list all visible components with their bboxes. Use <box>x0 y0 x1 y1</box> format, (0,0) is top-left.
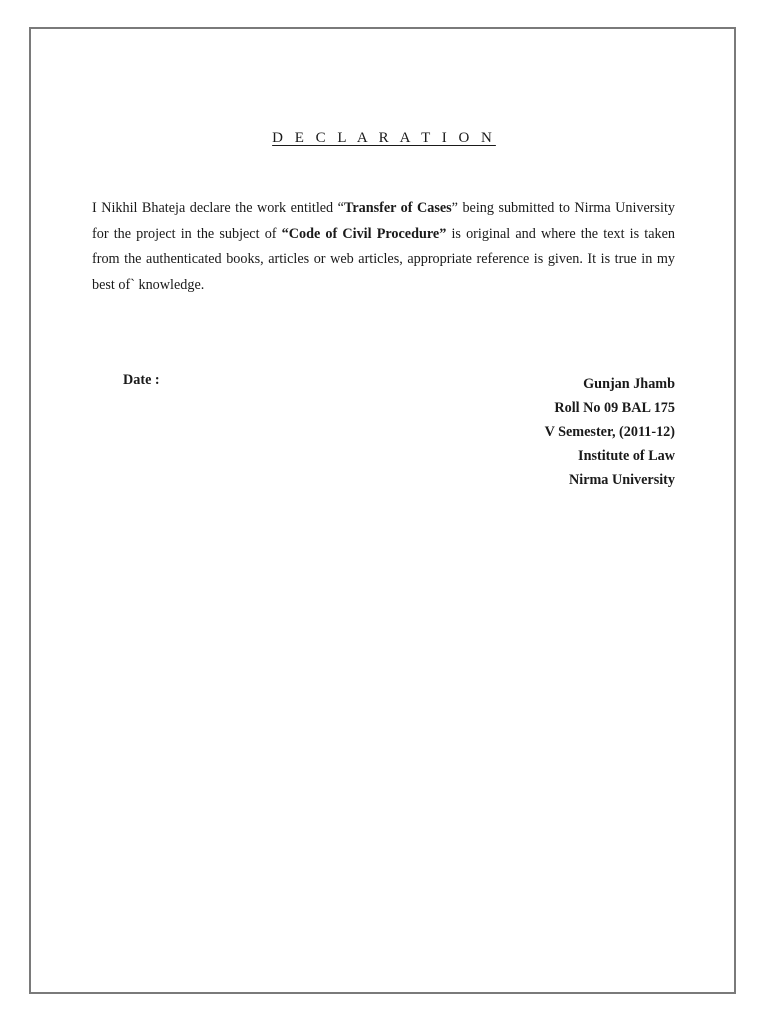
paragraph-text-2: ” being submitted to Nirma University for the project in the subject of <box>92 200 676 242</box>
date-label: Date : <box>123 372 160 388</box>
declaration-paragraph <box>92 196 675 298</box>
paragraph-text-3: is original and where the text is taken from the authenticated books, articles or web articles, appropriate reference is given. It is true in my best of` knowledge. <box>92 225 675 293</box>
roll-number: Roll No 09 BAL 175 <box>554 400 675 416</box>
signatory-name: Gunjan Jhamb <box>583 376 675 392</box>
signature-block <box>545 372 675 492</box>
project-title: Transfer of Cases <box>343 200 452 216</box>
semester: V Semester, (2011-12) <box>544 424 675 440</box>
university-name: Nirma University <box>569 472 675 488</box>
page-border <box>29 27 736 994</box>
document-title: D E C L A R A T I O N <box>272 130 496 146</box>
institute-name: Institute of Law <box>578 448 675 464</box>
paragraph-text-1: I Nikhil Bhateja declare the work entitled “ <box>92 200 344 216</box>
subject-name: “Code of Civil Procedure” <box>281 225 447 242</box>
